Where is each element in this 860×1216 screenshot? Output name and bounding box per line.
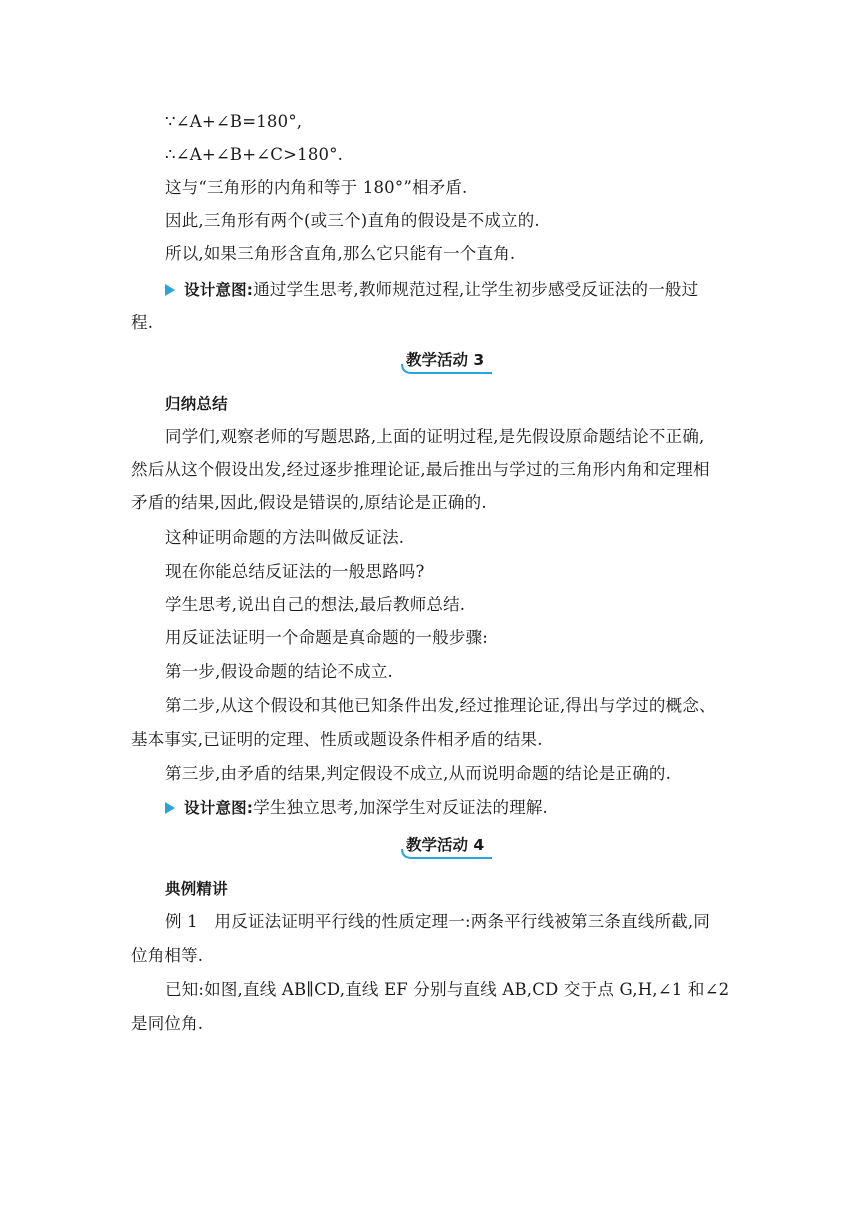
activity-3-subheading: 归纳总结 bbox=[165, 395, 228, 413]
design-note-text: 通过学生思考,教师规范过程,让学生初步感受反证法的一般过 bbox=[253, 280, 699, 299]
activity-4-subheading: 典例精讲 bbox=[165, 880, 228, 898]
design-note-text: 学生独立思考,加深学生对反证法的理解. bbox=[253, 798, 548, 817]
design-note-1-cont: 程. bbox=[131, 313, 154, 332]
triangle-right-icon bbox=[165, 802, 175, 814]
paragraph-1-line-a: 同学们,观察老师的写题思路,上面的证明过程,是先假设原命题结论不正确, bbox=[165, 427, 705, 446]
activity-3-heading-text: 教学活动 3 bbox=[406, 351, 485, 369]
proof-line-1: ∵∠A+∠B=180°, bbox=[165, 112, 303, 131]
triangle-right-icon bbox=[165, 284, 175, 296]
proof-line-3: 这与“三角形的内角和等于 180°”相矛盾. bbox=[165, 178, 468, 197]
paragraph-5: 用反证法证明一个命题是真命题的一般步骤: bbox=[165, 628, 489, 647]
design-note-label: 设计意图: bbox=[184, 281, 254, 299]
paragraph-3: 现在你能总结反证法的一般思路吗? bbox=[165, 562, 425, 581]
paragraph-1-line-c: 矛盾的结果,因此,假设是错误的,原结论是正确的. bbox=[131, 493, 487, 512]
activity-3-heading bbox=[398, 348, 494, 376]
paragraph-2: 这种证明命题的方法叫做反证法. bbox=[165, 528, 405, 547]
step-1: 第一步,假设命题的结论不成立. bbox=[165, 662, 393, 681]
design-note-2 bbox=[184, 797, 548, 819]
step-2-line-a: 第二步,从这个假设和其他已知条件出发,经过推理论证,得出与学过的概念、 bbox=[165, 696, 716, 715]
paragraph-4: 学生思考,说出自己的想法,最后教师总结. bbox=[165, 595, 466, 614]
heading-underline bbox=[398, 833, 494, 861]
given-line-a: 已知:如图,直线 AB∥CD,直线 EF 分别与直线 AB,CD 交于点 G,H,∠1 和∠2 bbox=[165, 980, 730, 999]
example-1-line-a: 例 1 用反证法证明平行线的性质定理一:两条平行线被第三条直线所截,同 bbox=[165, 912, 711, 931]
example-1-line-b: 位角相等. bbox=[131, 946, 204, 965]
proof-line-2: ∴∠A+∠B+∠C>180°. bbox=[165, 145, 344, 164]
design-note-1 bbox=[184, 279, 730, 301]
heading-underline bbox=[398, 348, 494, 376]
paragraph-1-line-b: 然后从这个假设出发,经过逐步推理论证,最后推出与学过的三角形内角和定理相 bbox=[131, 460, 710, 479]
activity-4-heading-text: 教学活动 4 bbox=[406, 836, 485, 854]
design-note-label: 设计意图: bbox=[184, 799, 254, 817]
proof-line-4: 因此,三角形有两个(或三个)直角的假设是不成立的. bbox=[165, 211, 540, 230]
activity-4-heading bbox=[398, 833, 494, 861]
proof-line-5: 所以,如果三角形含直角,那么它只能有一个直角. bbox=[165, 244, 516, 263]
step-3: 第三步,由矛盾的结果,判定假设不成立,从而说明命题的结论是正确的. bbox=[165, 764, 672, 783]
given-line-b: 是同位角. bbox=[131, 1014, 204, 1033]
step-2-line-b: 基本事实,已证明的定理、性质或题设条件相矛盾的结果. bbox=[131, 730, 543, 749]
